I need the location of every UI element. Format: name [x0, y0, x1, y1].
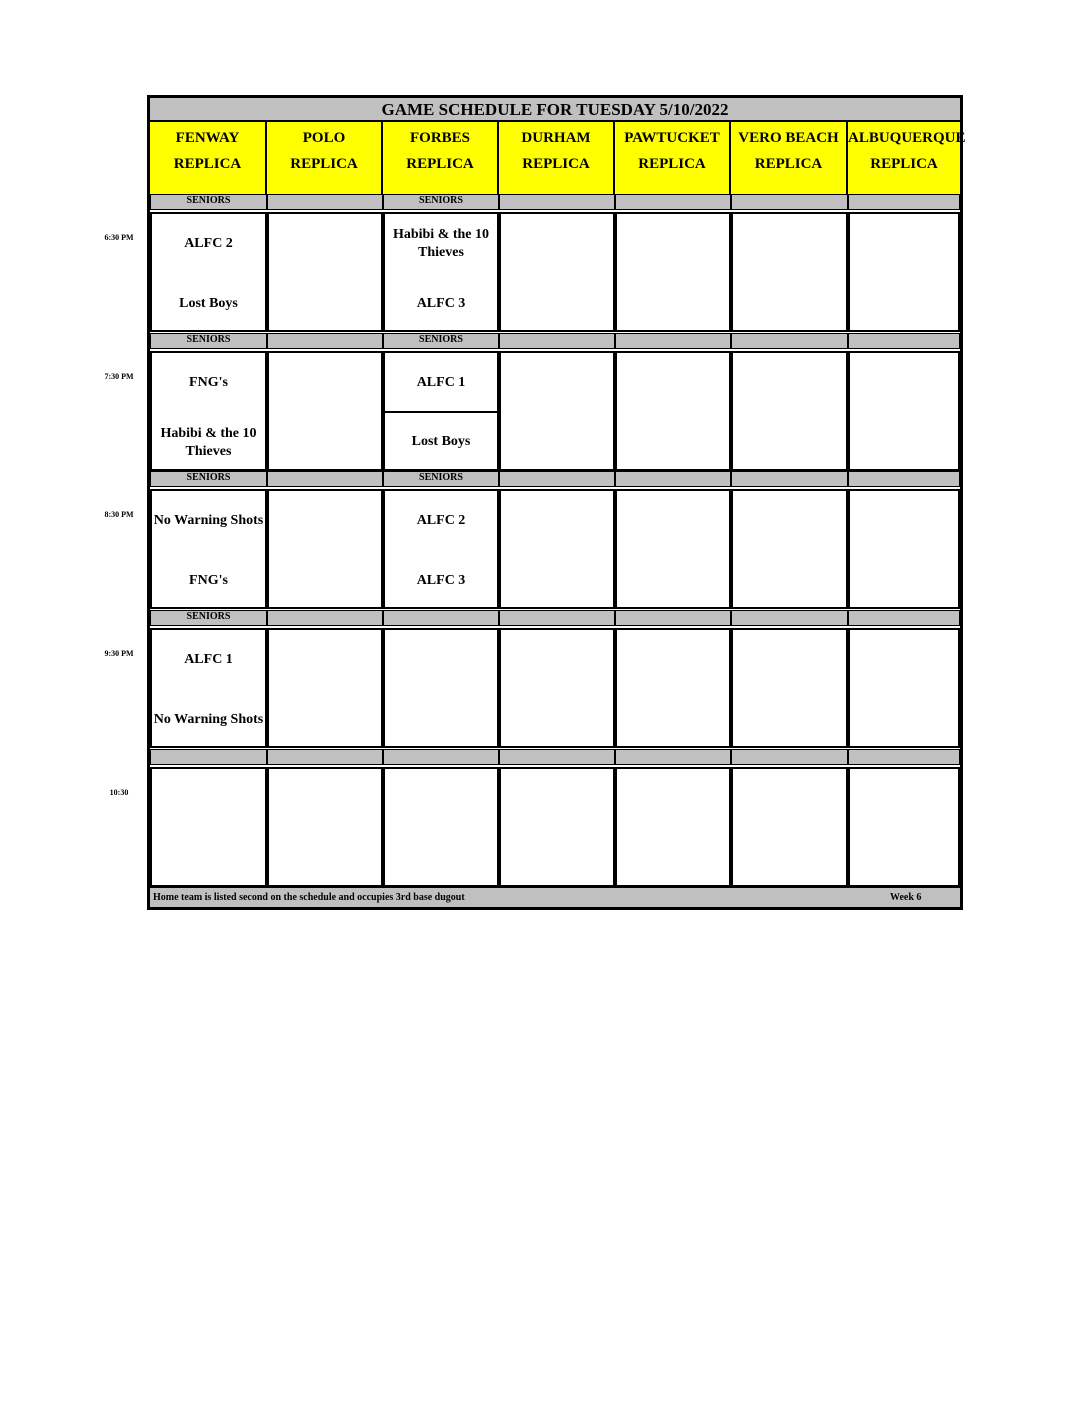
matchup-divider	[385, 411, 497, 413]
division-band: SENIORS	[150, 471, 267, 487]
time-label: 8:30 PM	[104, 510, 134, 519]
game-cell	[848, 212, 960, 332]
game-cell	[499, 628, 615, 748]
division-band	[615, 471, 731, 487]
field-name: DURHAM	[521, 130, 591, 146]
schedule-sheet	[147, 95, 966, 910]
division-band	[615, 749, 731, 765]
time-label: 6:30 PM	[104, 233, 134, 242]
division-band	[731, 749, 848, 765]
field-name: FENWAY	[175, 130, 240, 146]
division-band	[499, 749, 615, 765]
away-team: ALFC 1	[184, 652, 233, 667]
division-band	[731, 333, 848, 349]
field-name: POLO	[302, 130, 346, 146]
game-cell	[267, 351, 383, 471]
away-team: Habibi & the 10 Thieves	[392, 227, 490, 260]
division-band	[848, 194, 960, 210]
game-cell	[615, 628, 731, 748]
game-cell	[731, 628, 848, 748]
game-cell	[383, 628, 499, 748]
game-cell	[383, 351, 499, 471]
division-band: SENIORS	[383, 471, 499, 487]
division-band	[267, 749, 383, 765]
division-band	[731, 194, 848, 210]
division-band	[499, 333, 615, 349]
field-name: VERO BEACH	[738, 130, 839, 146]
game-cell	[267, 767, 383, 887]
home-team: ALFC 3	[416, 573, 466, 588]
home-team: FNG's	[189, 573, 228, 588]
game-cell	[150, 351, 267, 471]
field-subtitle: REPLICA	[638, 156, 706, 172]
division-band	[731, 610, 848, 626]
game-cell	[615, 212, 731, 332]
field-subtitle: REPLICA	[522, 156, 590, 172]
game-cell	[499, 212, 615, 332]
game-cell	[267, 628, 383, 748]
game-cell	[731, 489, 848, 609]
division-band: SENIORS	[383, 194, 499, 210]
game-cell	[267, 212, 383, 332]
division-band	[383, 610, 499, 626]
field-subtitle: REPLICA	[290, 156, 358, 172]
game-cell	[383, 212, 499, 332]
division-band	[267, 610, 383, 626]
division-band	[499, 471, 615, 487]
time-label: 10:30	[109, 788, 129, 797]
home-team: No Warning Shots	[153, 712, 264, 727]
away-team: ALFC 2	[184, 236, 233, 251]
away-team: FNG's	[189, 375, 228, 390]
division-band	[267, 471, 383, 487]
game-cell	[848, 767, 960, 887]
game-cell	[731, 212, 848, 332]
field-header	[848, 122, 966, 194]
field-subtitle: REPLICA	[870, 156, 938, 172]
division-band	[615, 610, 731, 626]
division-band	[848, 471, 960, 487]
game-cell	[383, 489, 499, 609]
division-band	[267, 194, 383, 210]
home-team: Lost Boys	[179, 296, 238, 311]
division-band	[731, 471, 848, 487]
division-band	[615, 333, 731, 349]
field-header	[615, 122, 731, 194]
game-cell	[150, 767, 267, 887]
division-band	[499, 194, 615, 210]
division-band	[848, 610, 960, 626]
division-band	[615, 194, 731, 210]
division-band: SENIORS	[150, 610, 267, 626]
game-cell	[731, 767, 848, 887]
field-name: ALBUQUERQUE	[848, 130, 966, 146]
home-team: Habibi & the 10 Thieves	[160, 426, 257, 459]
game-cell	[615, 489, 731, 609]
game-cell	[150, 628, 267, 748]
game-cell	[848, 489, 960, 609]
field-subtitle: REPLICA	[754, 156, 823, 172]
field-header	[267, 122, 383, 194]
footer-note: Home team is listed second on the schedule and occupies 3rd base dugout	[153, 892, 465, 903]
division-band: SENIORS	[150, 194, 267, 210]
game-cell	[267, 489, 383, 609]
game-cell	[150, 212, 267, 332]
game-cell	[499, 767, 615, 887]
field-header	[383, 122, 499, 194]
home-team: ALFC 3	[416, 296, 466, 311]
division-band	[150, 749, 267, 765]
home-team: Lost Boys	[411, 434, 471, 449]
time-label: 7:30 PM	[104, 372, 134, 381]
game-cell	[848, 351, 960, 471]
field-header	[150, 122, 267, 194]
game-cell	[383, 767, 499, 887]
field-subtitle: REPLICA	[173, 156, 242, 172]
away-team: No Warning Shots	[153, 513, 264, 528]
game-cell	[150, 489, 267, 609]
game-cell	[499, 489, 615, 609]
time-label: 9:30 PM	[104, 649, 134, 658]
division-band	[848, 749, 960, 765]
division-band: SENIORS	[150, 333, 267, 349]
division-band	[848, 333, 960, 349]
schedule-footer	[150, 886, 960, 907]
away-team: ALFC 2	[416, 513, 466, 528]
division-band	[383, 749, 499, 765]
game-cell	[499, 351, 615, 471]
field-name: PAWTUCKET	[624, 130, 720, 146]
division-band	[499, 610, 615, 626]
game-cell	[848, 628, 960, 748]
week-label: Week 6	[890, 892, 922, 903]
field-subtitle: REPLICA	[406, 156, 474, 172]
division-band: SENIORS	[383, 333, 499, 349]
schedule-title: GAME SCHEDULE FOR TUESDAY 5/10/2022	[150, 98, 960, 122]
game-cell	[615, 767, 731, 887]
game-cell	[615, 351, 731, 471]
game-cell	[731, 351, 848, 471]
field-header	[731, 122, 848, 194]
field-header	[499, 122, 615, 194]
field-name: FORBES	[409, 130, 470, 146]
away-team: ALFC 1	[416, 375, 466, 390]
division-band	[267, 333, 383, 349]
